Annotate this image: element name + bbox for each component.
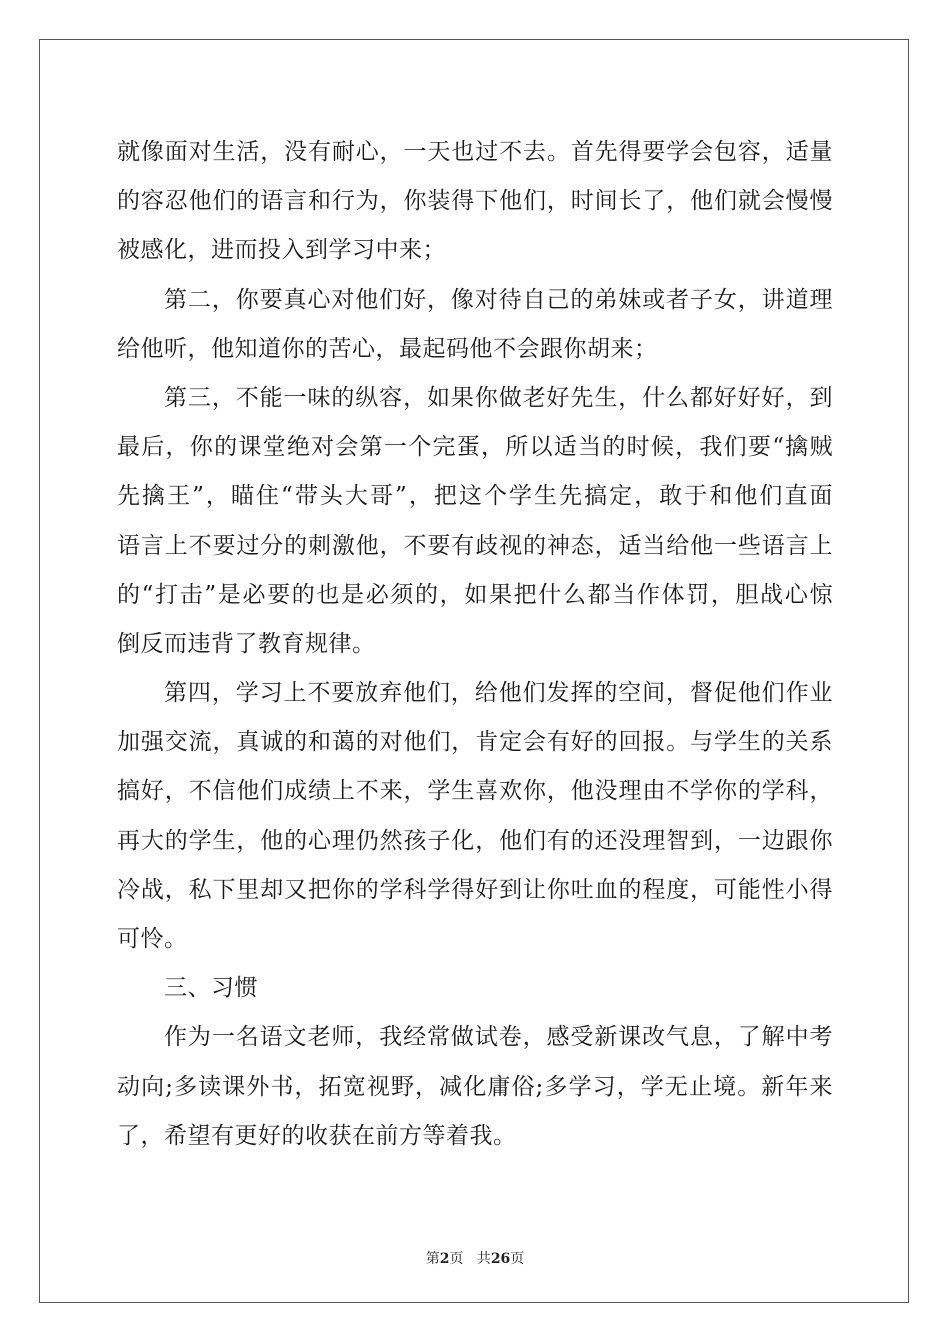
text-line: 语言上不要过分的刺激他，不要有歧视的神态，适当给他一些语言上 [117,532,833,559]
total-pages: 26 [490,1251,511,1267]
text-line: 作为一名语文老师，我经常做试卷，感受新课改气息，了解中考 [164,1024,833,1051]
text-line: 第二，你要真心对他们好，像对待自己的弟妹或者子女，讲道理 [164,286,833,313]
page-prefix: 第 [425,1251,440,1267]
total-suffix: 页 [510,1251,525,1267]
text-line: 再大的学生，他的心理仍然孩子化，他们有的还没理智到，一边跟你 [117,827,833,854]
text-line: 先擒王”，瞄住“带头大哥”，把这个学生先搞定，敢于和他们直面 [117,483,833,510]
text-line: 加强交流，真诚的和蔼的对他们，肯定会有好的回报。与学生的关系 [117,729,833,756]
text-line: 第四，学习上不要放弃他们，给他们发挥的空间，督促他们作业 [164,680,833,707]
page-number: 2 [439,1251,450,1267]
page-suffix: 页 [449,1251,464,1267]
text-line: 给他听，他知道你的苦心，最起码他不会跟你胡来； [117,335,658,362]
section-heading: 三、习惯 [164,975,258,1002]
text-line: 的“打击”是必要的也是必须的，如果把什么都当作体罚，胆战心惊 [117,581,833,608]
text-line: 可怜。 [117,926,188,952]
text-line: 动向;多读课外书，拓宽视野，减化庸俗;多学习，学无止境。新年来 [117,1073,833,1100]
text-line: 了，希望有更好的收获在前方等着我。 [117,1122,517,1149]
text-line: 倒反而违背了教育规律。 [117,630,376,657]
text-line: 第三，不能一味的纵容，如果你做老好先生，什么都好好好，到 [164,384,833,411]
text-line: 的容忍他们的语言和行为，你装得下他们，时间长了，他们就会慢慢 [117,188,833,215]
document-body [117,128,833,1161]
text-line: 被感化，进而投入到学习中来； [117,237,446,264]
total-prefix: 共 [476,1251,491,1267]
text-line: 搞好，不信他们成绩上不来，学生喜欢你，他没理由不学你的学科， [117,778,833,805]
page-footer [0,1248,950,1268]
text-line: 最后，你的课堂绝对会第一个完蛋，所以适当的时候，我们要“擒贼 [117,434,833,461]
text-line: 冷战，私下里却又把你的学科学得好到让你吐血的程度，可能性小得 [117,876,833,903]
text-line: 就像面对生活，没有耐心，一天也过不去。首先得要学会包容，适量 [117,139,833,165]
